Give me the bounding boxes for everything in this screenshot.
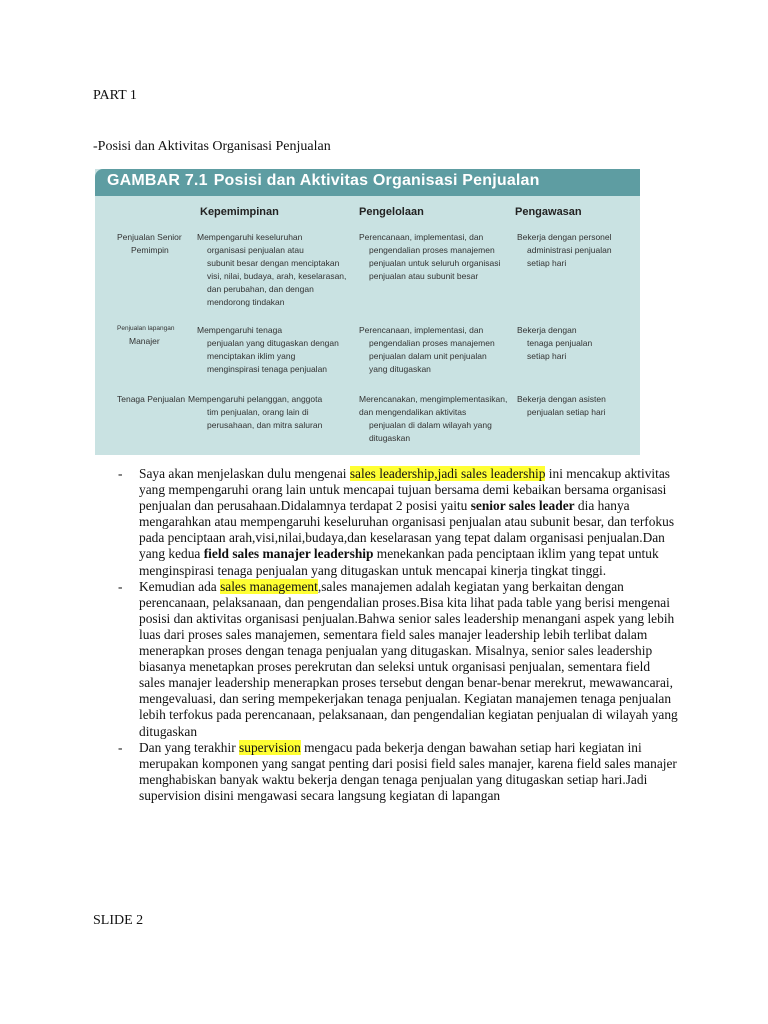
cell-line: setiap hari — [527, 258, 567, 268]
list-item — [118, 466, 678, 579]
item-text: menekankan pada penciptaan iklim yang tepat untuk menginspirasi tenaga penjualan yang ditugaskan untuk mencapai kinerja tingkat tinggi. — [139, 546, 659, 578]
cell-line: perusahaan, dan mitra saluran — [207, 420, 323, 430]
cell-line: Bekerja dengan personel — [517, 232, 612, 242]
item-text: mengacu pada bekerja dengan bawahan setiap hari kegiatan ini merupakan komponen yang sangat penting dari posisi field sales manajer, karena field sales manajer menghabiskan banyak waktu bekerja dengan tenaga penjualan yang ditugaskan setiap hari.Jadi supervision disini mengawasi secara langsung kegiatan di lapangan — [139, 739, 677, 803]
cell-line: dan perubahan, dan dengan — [207, 284, 314, 294]
part-heading: PART 1 — [93, 88, 137, 103]
bullet-marker: - — [118, 466, 123, 481]
row-label-field-manager — [117, 322, 174, 348]
highlighted-term: sales leadership,jadi sales leadership — [349, 466, 546, 481]
item-text: dia hanya mengarahkan atau mempengaruhi keseluruhan organisasi penjualan atau subunit besar, dan terfokus pada penciptaan arah,visi,nilai,budaya,dan keselarasan yang tepat dalam organisasi penjualan.Dan yang kedua — [139, 498, 675, 562]
cell-line: administrasi penjualan — [527, 245, 612, 255]
figure-title — [107, 172, 540, 190]
cell-senior-pengelolaan — [359, 231, 500, 283]
cell-line: subunit besar dengan menciptakan — [207, 258, 340, 268]
row-label-line: Manajer — [129, 336, 160, 346]
cell-manager-kepemimpinan — [197, 324, 339, 376]
highlighted-term: sales management — [220, 578, 318, 594]
row-label-senior — [117, 231, 182, 257]
cell-line: Perencanaan, implementasi, dan — [359, 325, 484, 335]
item-text: Dan yang terakhir — [139, 739, 240, 755]
figure-title-text: Posisi dan Aktivitas Organisasi Penjualan — [213, 172, 540, 189]
cell-line: penjualan di dalam wilayah yang — [369, 420, 492, 430]
cell-manager-pengelolaan — [359, 324, 495, 376]
cell-line: penjualan atau subunit besar — [369, 271, 479, 281]
cell-salesperson-pengelolaan — [359, 393, 507, 445]
cell-line: Mempengaruhi tenaga — [197, 325, 283, 335]
cell-line: tim penjualan, orang lain di — [207, 407, 309, 417]
cell-manager-pengawasan — [517, 324, 592, 363]
column-header-kepemimpinan: Kepemimpinan — [200, 206, 279, 218]
item-text: ini mencakup aktivitas yang mempengaruhi orang lain untuk mencapai tujuan bersama demi kebaikan bersama organisasi penjualan dan perusahaan.Didalamnya terdapat 2 posisi yaitu — [139, 466, 671, 514]
cell-line: Bekerja dengan — [517, 325, 577, 335]
cell-line: setiap hari — [527, 351, 567, 361]
bold-term: field sales manajer leadership — [203, 546, 374, 562]
cell-line: penjualan untuk seluruh organisasi — [369, 258, 501, 268]
cell-line: Bekerja dengan asisten — [517, 394, 606, 404]
item-text: Saya akan menjelaskan dulu mengenai — [139, 466, 350, 481]
cell-line: penjualan yang ditugaskan dengan — [207, 338, 339, 348]
list-item — [118, 579, 678, 740]
cell-line: Mempengaruhi keseluruhan — [197, 232, 303, 242]
highlighted-term: supervision — [239, 739, 301, 755]
slide-heading: SLIDE 2 — [93, 913, 144, 928]
cell-line: Mempengaruhi pelanggan, anggota — [188, 394, 323, 404]
row-label-line: Tenaga Penjualan — [117, 394, 186, 404]
cell-line: penjualan dalam unit penjualan — [369, 351, 487, 361]
cell-line: yang ditugaskan — [369, 364, 431, 374]
cell-senior-pengawasan — [517, 231, 612, 270]
cell-salesperson-pengawasan — [517, 393, 606, 419]
cell-line: visi, nilai, budaya, arah, keselarasan, — [207, 271, 347, 281]
row-label-line: Penjualan lapangan — [117, 325, 175, 332]
section-title: -Posisi dan Aktivitas Organisasi Penjualan — [93, 139, 331, 154]
bullet-marker: - — [118, 739, 123, 755]
cell-line: dan mengendalikan aktivitas — [359, 407, 467, 417]
cell-line: tenaga penjualan — [527, 338, 593, 348]
bullet-marker: - — [118, 578, 123, 594]
cell-line: Perencanaan, implementasi, dan — [359, 232, 484, 242]
cell-line: pengendalian proses manajemen — [369, 338, 495, 348]
column-header-pengelolaan: Pengelolaan — [359, 206, 424, 218]
row-label-line: Pemimpin — [131, 245, 169, 255]
cell-line: menciptakan iklim yang — [207, 351, 296, 361]
figure-table-image — [95, 169, 640, 455]
column-header-pengawasan: Pengawasan — [515, 206, 582, 218]
row-label-salesperson — [117, 393, 185, 406]
bold-term: senior sales leader — [470, 498, 575, 514]
body-bullet-list — [118, 466, 678, 804]
list-item — [118, 740, 678, 804]
item-text: Kemudian ada — [139, 578, 221, 594]
row-label-line: Penjualan Senior — [117, 232, 182, 242]
cell-line: ditugaskan — [369, 433, 411, 443]
cell-line: Merencanakan, mengimplementasikan, — [359, 394, 508, 404]
cell-line: menginspirasi tenaga penjualan — [207, 364, 328, 374]
cell-line: mendorong tindakan — [207, 297, 285, 307]
cell-line: penjualan setiap hari — [527, 407, 606, 417]
item-text: ,sales manajemen adalah kegiatan yang berkaitan dengan perencanaan, pelaksanaan, dan pengendalian proses.Bisa kita lihat pada table yang berisi mengenai posisi dan aktivitas organisasi penjualan.Bahwa senior sales leadership menangani aspek yang lebih luas dari proses sales manajemen, sementara field sales manajer leadership lebih terlibat dalam menerapkan proses dengan tenaga penjualan yang ditugaskan. Misalnya, senior sales leadership biasanya menetapkan proses perekrutan dan seleksi untuk organisasi penjualan, sementara field sales manajer leadership menerapkan proses tersebut dengan benar-benar merekrut, mewawancarai, mengevaluasi, dan sering mempekerjakan tenaga penjualan. Kegiatan manajemen tenaga penjualan lebih terfokus pada perencanaan, pelaksanaan, dan pengendalian kegiatan penjualan di wilayah yang ditugaskan — [139, 578, 678, 739]
cell-line: organisasi penjualan atau — [207, 245, 304, 255]
cell-line: pengendalian proses manajemen — [369, 245, 495, 255]
figure-label: GAMBAR 7.1 — [107, 172, 208, 189]
cell-salesperson-kepemimpinan — [188, 393, 322, 432]
cell-senior-kepemimpinan — [197, 231, 346, 309]
